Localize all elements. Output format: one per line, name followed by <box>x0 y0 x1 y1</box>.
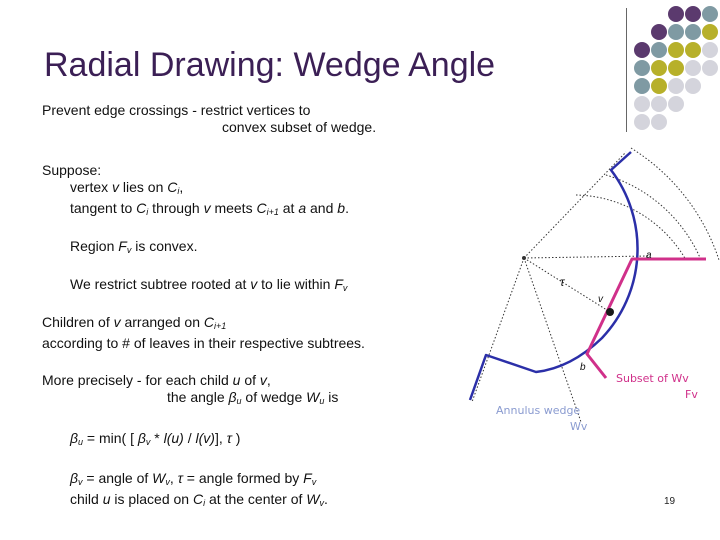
subset-label-line-1: Subset of Wv <box>616 372 689 385</box>
suppose-heading: Suppose: <box>42 162 102 178</box>
annulus-label-line-1: Annulus wedge <box>496 404 581 417</box>
dotted-radial-top <box>524 152 626 258</box>
paragraph-definitions <box>70 470 328 512</box>
decorative-dot <box>685 60 701 76</box>
wedge-angle-formula: $\beta_u = \min$( [ $\beta_v * l(u) / l(v)$], τ ) <box>70 430 241 447</box>
dotted-radial-bottom <box>524 258 581 422</box>
wedge-diagram <box>456 140 720 440</box>
decorative-dot <box>634 78 650 94</box>
decorative-dot <box>702 24 718 40</box>
page-title: Radial Drawing: Wedge Angle <box>44 46 496 84</box>
decorative-dot <box>634 114 650 130</box>
decorative-dot <box>651 114 667 130</box>
decorative-dot <box>685 6 701 22</box>
children-line-1: Children of v arranged on $C_{i+1}$ <box>42 314 227 331</box>
tau-label: τ <box>560 275 565 289</box>
dotted-radial-middle <box>524 256 648 258</box>
paragraph-more-precisely <box>42 372 338 410</box>
paragraph-prevent-crossings <box>42 102 376 136</box>
region-convex-line: Region $F_v$ is convex. <box>70 238 198 255</box>
prevent-line-2: convex subset of wedge. <box>222 119 377 135</box>
decorative-dot-grid <box>634 6 720 136</box>
precise-line-1: More precisely - for each child u of v, <box>42 372 271 388</box>
prevent-line-1: Prevent edge crossings - restrict vertices to <box>42 102 311 118</box>
precise-line-2: the angle $\beta_u$ of wedge $W_u$ is <box>167 389 339 406</box>
children-line-2: according to # of leaves in their respective subtrees. <box>42 335 365 351</box>
decorative-dot <box>668 24 684 40</box>
point-b-label: b <box>580 362 586 373</box>
decorative-dot <box>651 42 667 58</box>
decorative-dot <box>668 96 684 112</box>
dotted-arc-middle <box>606 175 701 260</box>
definitions-line-1: $\beta_v$ = angle of $W_v$, τ = angle formed by $F_v$ <box>70 470 317 487</box>
decorative-dot <box>702 60 718 76</box>
vertex-v <box>606 308 614 316</box>
suppose-line-1: vertex v lies on $C_i$, <box>70 179 184 196</box>
decorative-dot <box>651 24 667 40</box>
divider-line <box>626 8 627 132</box>
decorative-dot <box>668 78 684 94</box>
decorative-dot <box>651 60 667 76</box>
decorative-dot <box>685 78 701 94</box>
annulus-label-line-2: Wv <box>570 420 588 433</box>
dotted-radial-lower <box>472 258 524 402</box>
paragraph-children <box>42 314 365 352</box>
decorative-dot <box>685 42 701 58</box>
decorative-dot <box>634 96 650 112</box>
convex-region-fv <box>587 259 706 378</box>
annulus-wedge-arc <box>470 152 638 400</box>
subset-label-line-2: Fv <box>685 388 698 401</box>
restrict-subtree-line: We restrict subtree rooted at v to lie within $F_v$ <box>70 276 348 293</box>
decorative-dot <box>702 6 718 22</box>
page-number: 19 <box>664 496 676 507</box>
paragraph-suppose <box>42 162 349 221</box>
decorative-dot <box>668 42 684 58</box>
decorative-dot <box>651 96 667 112</box>
decorative-dot <box>668 6 684 22</box>
suppose-line-2: tangent to $C_i$ through v meets $C_{i+1}$ at a and b. <box>70 200 349 217</box>
center-point <box>522 256 526 260</box>
decorative-dot <box>651 78 667 94</box>
decorative-dot <box>702 42 718 58</box>
decorative-dot <box>668 60 684 76</box>
point-a-label: a <box>646 250 652 261</box>
decorative-dot <box>634 42 650 58</box>
vertex-v-label: v <box>598 294 603 305</box>
decorative-dot <box>634 60 650 76</box>
definitions-line-2: child u is placed on $C_i$ at the center of $W_v$. <box>70 491 328 508</box>
decorative-dot <box>685 24 701 40</box>
